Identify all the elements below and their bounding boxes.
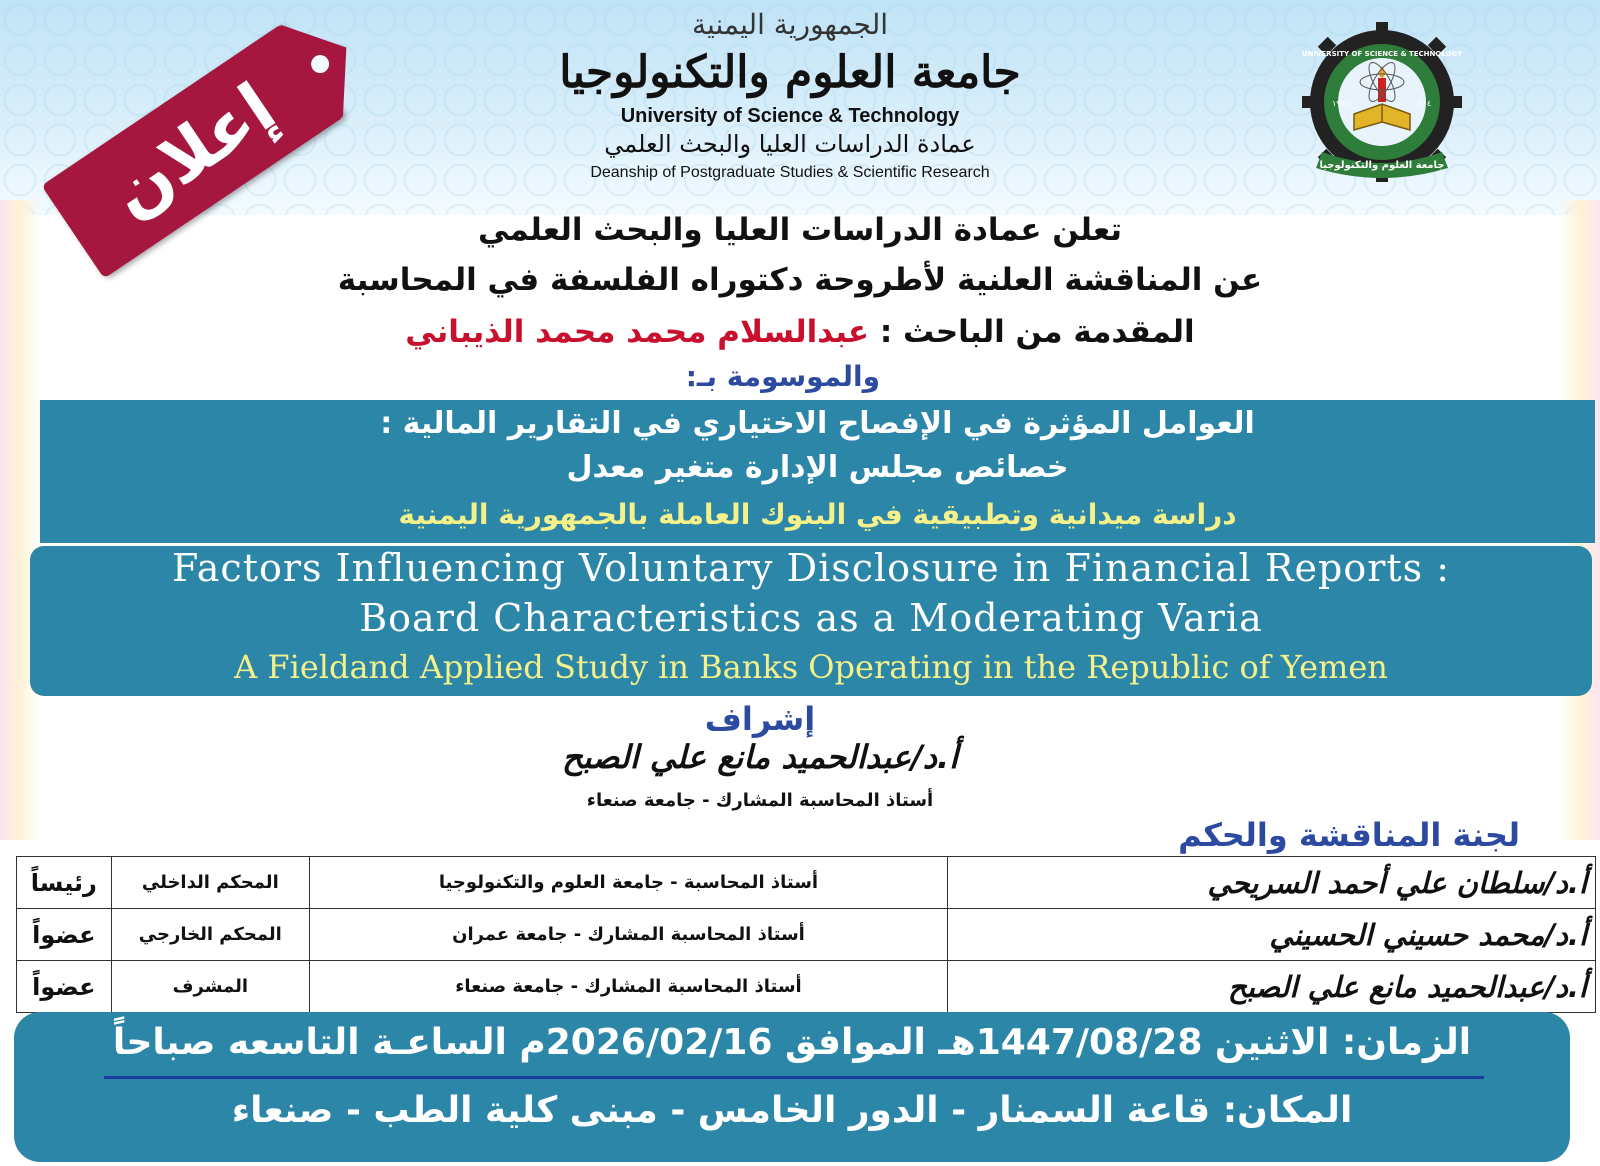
- committee-table: [16, 856, 1596, 1013]
- supervisor-title: أستاذ المحاسبة المشارك - جامعة صنعاء: [586, 790, 934, 811]
- member-affiliation: أستاذ المحاسبة المشارك - جامعة عمران: [310, 909, 948, 961]
- university-name-ar: جامعة العلوم والتكنولوجيا: [559, 47, 1021, 98]
- english-title-line-2: Board Characteristics as a Moderating Varia: [359, 596, 1263, 640]
- english-title-line-3: A Fieldand Applied Study in Banks Operating in the Republic of Yemen: [234, 648, 1388, 686]
- deanship-name-ar: عمادة الدراسات العليا والبحث العلمي: [604, 130, 976, 158]
- deanship-name-en: Deanship of Postgraduate Studies & Scientific Research: [590, 164, 990, 181]
- member-affiliation: أستاذ المحاسبة - جامعة العلوم والتكنولوجيا: [310, 857, 948, 909]
- table-row: [17, 857, 1596, 909]
- university-header: [520, 6, 1060, 182]
- logo-year-left: ١٩٩٤: [1332, 99, 1350, 108]
- university-logo: [1292, 22, 1472, 182]
- table-row: [17, 909, 1596, 961]
- arabic-title-band: [40, 400, 1595, 543]
- researcher-name: عبدالسلام محمد محمد الذيباني: [405, 314, 870, 350]
- member-name: أ.د/محمد حسيني الحسيني: [947, 909, 1595, 961]
- arabic-title-line-1: العوامل المؤثرة في الإفصاح الاختياري في التقارير المالية :: [380, 406, 1255, 441]
- presented-by-label: المقدمة من الباحث :: [869, 314, 1195, 350]
- committee-heading: لجنة المناقشة والحكم: [1178, 816, 1520, 854]
- logo-ring-text: UNIVERSITY OF SCIENCE & TECHNOLOGY: [1301, 50, 1463, 58]
- english-title-line-1: Factors Influencing Voluntary Disclosure in Financial Reports :: [171, 546, 1451, 590]
- schedule-divider: [104, 1076, 1484, 1079]
- supervision-label: إشراف: [704, 700, 816, 738]
- member-role: المشرف: [111, 961, 309, 1013]
- tag-hole: [308, 52, 333, 77]
- announcement-tag-label: إعلان: [96, 68, 290, 234]
- announcement-line-3: [300, 314, 1300, 350]
- member-position: عضواً: [17, 909, 112, 961]
- schedule-box: [14, 1012, 1570, 1162]
- english-title-band: [30, 546, 1592, 696]
- member-position: عضواً: [17, 961, 112, 1013]
- member-position: رئيساً: [17, 857, 112, 909]
- discussion-time: الزمان: الاثنين 1447/08/28هـ الموافق 2026/02/16م الساعـة التاسعه صباحاً: [112, 1022, 1472, 1063]
- member-name: أ.د/سلطان علي أحمد السريحي: [947, 857, 1595, 909]
- arabic-title-line-3: دراسة ميدانية وتطبيقية في البنوك العاملة بالجمهورية اليمنية: [398, 498, 1237, 531]
- logo-year-right: ١٤١٤: [1414, 99, 1432, 108]
- arabic-title-line-2: خصائص مجلس الإدارة متغير معدل: [566, 450, 1069, 485]
- table-row: [17, 961, 1596, 1013]
- logo-ribbon-text: جامعة العلوم والتكنولوجيا: [1319, 160, 1445, 171]
- titled-label: والموسومة بـ:: [685, 360, 880, 393]
- discussion-place: المكان: قاعة السمنار - الدور الخامس - مبنى كلية الطب - صنعاء: [231, 1090, 1353, 1131]
- member-role: المحكم الخارجي: [111, 909, 309, 961]
- university-name-en: University of Science & Technology: [620, 105, 960, 127]
- supervisor-name: أ.د/عبدالحميد مانع علي الصبح: [561, 738, 959, 776]
- left-decoration: [0, 200, 40, 840]
- member-role: المحكم الداخلي: [111, 857, 309, 909]
- announcement-line-2: عن المناقشة العلنية لأطروحة دكتوراه الفلسفة في المحاسبة: [337, 262, 1263, 298]
- member-affiliation: أستاذ المحاسبة المشارك - جامعة صنعاء: [310, 961, 948, 1013]
- country-name: الجمهورية اليمنية: [691, 8, 889, 41]
- announcement-line-1: تعلن عمادة الدراسات العليا والبحث العلمي: [477, 212, 1122, 248]
- member-name: أ.د/عبدالحميد مانع علي الصبح: [947, 961, 1595, 1013]
